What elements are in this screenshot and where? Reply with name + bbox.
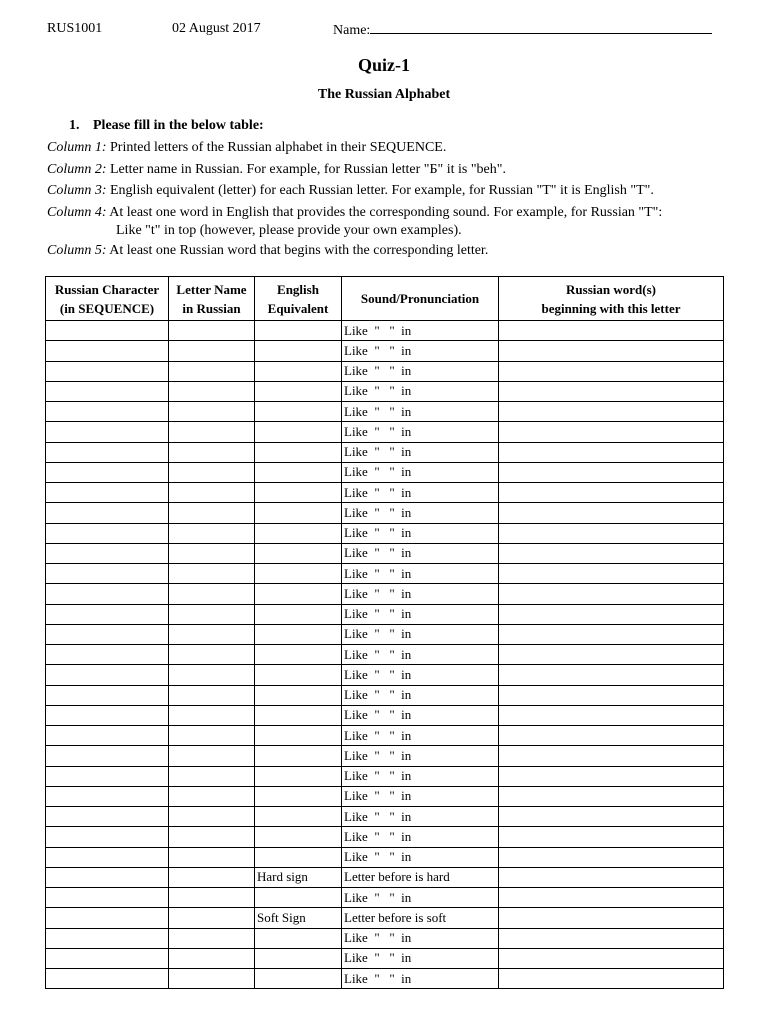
table-row <box>46 503 724 523</box>
table-row <box>46 584 724 604</box>
cell-russian-character[interactable] <box>46 928 169 948</box>
cell-russian-character[interactable] <box>46 624 169 644</box>
cell-english-equivalent[interactable] <box>255 766 342 786</box>
table-row <box>46 786 724 806</box>
cell-sound[interactable]: Like " " in <box>342 422 499 442</box>
cell-english-equivalent[interactable] <box>255 523 342 543</box>
cell-russian-word[interactable] <box>499 969 724 989</box>
cell-english-equivalent[interactable] <box>255 685 342 705</box>
table-row <box>46 908 724 928</box>
table-row <box>46 969 724 989</box>
table-header-row <box>46 277 724 321</box>
cell-sound[interactable]: Like " " in <box>342 705 499 725</box>
cell-english-equivalent[interactable] <box>255 746 342 766</box>
cell-russian-word[interactable] <box>499 705 724 725</box>
cell-letter-name[interactable] <box>169 827 255 847</box>
cell-english-equivalent[interactable] <box>255 705 342 725</box>
cell-letter-name[interactable] <box>169 321 255 341</box>
cell-russian-word[interactable] <box>499 483 724 503</box>
table-row <box>46 948 724 968</box>
cell-english-equivalent[interactable] <box>255 462 342 482</box>
question-heading <box>69 118 264 134</box>
cell-letter-name[interactable] <box>169 422 255 442</box>
question-text: Please fill in the below table: <box>93 118 264 133</box>
cell-sound[interactable]: Like " " in <box>342 402 499 422</box>
cell-russian-word[interactable] <box>499 827 724 847</box>
cell-english-equivalent[interactable] <box>255 402 342 422</box>
instruction-label: Column 5: <box>47 243 107 258</box>
cell-russian-word[interactable] <box>499 786 724 806</box>
cell-letter-name[interactable] <box>169 604 255 624</box>
cell-russian-character[interactable] <box>46 503 169 523</box>
instruction-label: Column 3: <box>47 183 107 198</box>
cell-english-equivalent[interactable] <box>255 645 342 665</box>
cell-english-equivalent[interactable] <box>255 665 342 685</box>
table-row <box>46 543 724 563</box>
cell-english-equivalent[interactable] <box>255 726 342 746</box>
cell-english-equivalent[interactable] <box>255 361 342 381</box>
cell-letter-name[interactable] <box>169 766 255 786</box>
cell-letter-name[interactable] <box>169 543 255 563</box>
cell-letter-name[interactable] <box>169 503 255 523</box>
cell-letter-name[interactable] <box>169 807 255 827</box>
table-row <box>46 564 724 584</box>
cell-russian-character[interactable] <box>46 969 169 989</box>
page-subtitle: The Russian Alphabet <box>317 87 451 102</box>
cell-russian-word[interactable] <box>499 564 724 584</box>
cell-letter-name[interactable] <box>169 847 255 867</box>
page-title: Quiz-1 <box>358 55 410 75</box>
cell-english-equivalent[interactable]: Hard sign <box>255 867 342 887</box>
cell-letter-name[interactable] <box>169 341 255 361</box>
cell-russian-character[interactable] <box>46 847 169 867</box>
cell-letter-name[interactable] <box>169 564 255 584</box>
cell-russian-character[interactable] <box>46 584 169 604</box>
cell-english-equivalent[interactable] <box>255 888 342 908</box>
cell-sound[interactable]: Letter before is soft <box>342 908 499 928</box>
cell-sound[interactable]: Like " " in <box>342 847 499 867</box>
cell-english-equivalent[interactable] <box>255 948 342 968</box>
cell-letter-name[interactable] <box>169 786 255 806</box>
table-row <box>46 847 724 867</box>
cell-russian-word[interactable] <box>499 847 724 867</box>
table-row <box>46 523 724 543</box>
cell-letter-name[interactable] <box>169 442 255 462</box>
cell-russian-character[interactable] <box>46 726 169 746</box>
header-sound-pronunciation: Sound/Pronunciation <box>342 277 499 321</box>
table-row <box>46 665 724 685</box>
name-label: Name: <box>333 23 371 38</box>
cell-russian-character[interactable] <box>46 746 169 766</box>
table-row <box>46 827 724 847</box>
table-row <box>46 341 724 361</box>
cell-sound[interactable]: Like " " in <box>342 746 499 766</box>
cell-russian-word[interactable] <box>499 888 724 908</box>
cell-letter-name[interactable] <box>169 402 255 422</box>
table-row <box>46 766 724 786</box>
cell-letter-name[interactable] <box>169 645 255 665</box>
instruction-text: Printed letters of the Russian alphabet in their SEQUENCE. <box>106 140 447 155</box>
header-russian-character: Russian Character (in SEQUENCE) <box>46 277 169 321</box>
instruction-column-4 <box>47 205 662 221</box>
table-row <box>46 807 724 827</box>
cell-russian-word[interactable] <box>499 948 724 968</box>
table-row <box>46 422 724 442</box>
cell-english-equivalent[interactable] <box>255 543 342 563</box>
cell-russian-character[interactable] <box>46 341 169 361</box>
cell-russian-word[interactable] <box>499 402 724 422</box>
cell-english-equivalent[interactable] <box>255 604 342 624</box>
table-row <box>46 321 724 341</box>
table-row <box>46 381 724 401</box>
cell-english-equivalent[interactable] <box>255 321 342 341</box>
instruction-column-1 <box>47 140 446 156</box>
cell-russian-word[interactable] <box>499 624 724 644</box>
cell-russian-word[interactable] <box>499 726 724 746</box>
instruction-label: Column 1: <box>47 140 107 155</box>
cell-sound[interactable]: Like " " in <box>342 442 499 462</box>
cell-russian-character[interactable] <box>46 422 169 442</box>
cell-sound[interactable]: Like " " in <box>342 543 499 563</box>
cell-russian-character[interactable] <box>46 786 169 806</box>
cell-letter-name[interactable] <box>169 685 255 705</box>
header-letter-name: Letter Name in Russian <box>169 277 255 321</box>
cell-russian-character[interactable] <box>46 381 169 401</box>
cell-sound[interactable]: Like " " in <box>342 685 499 705</box>
cell-russian-word[interactable] <box>499 685 724 705</box>
cell-english-equivalent[interactable]: Soft Sign <box>255 908 342 928</box>
cell-sound[interactable]: Like " " in <box>342 483 499 503</box>
cell-russian-word[interactable] <box>499 523 724 543</box>
cell-russian-character[interactable] <box>46 685 169 705</box>
table-row <box>46 361 724 381</box>
header-english-equivalent: English Equivalent <box>255 277 342 321</box>
table-row <box>46 442 724 462</box>
cell-sound[interactable]: Like " " in <box>342 361 499 381</box>
course-code: RUS1001 <box>47 21 103 36</box>
cell-english-equivalent[interactable] <box>255 483 342 503</box>
cell-english-equivalent[interactable] <box>255 503 342 523</box>
cell-sound[interactable]: Like " " in <box>342 462 499 482</box>
cell-sound[interactable]: Like " " in <box>342 645 499 665</box>
cell-russian-word[interactable] <box>499 361 724 381</box>
cell-letter-name[interactable] <box>169 665 255 685</box>
cell-russian-character[interactable] <box>46 908 169 928</box>
cell-letter-name[interactable] <box>169 908 255 928</box>
cell-russian-word[interactable] <box>499 503 724 523</box>
cell-russian-word[interactable] <box>499 543 724 563</box>
cell-english-equivalent[interactable] <box>255 827 342 847</box>
cell-russian-character[interactable] <box>46 888 169 908</box>
cell-letter-name[interactable] <box>169 483 255 503</box>
cell-english-equivalent[interactable] <box>255 807 342 827</box>
cell-russian-word[interactable] <box>499 422 724 442</box>
cell-russian-character[interactable] <box>46 462 169 482</box>
instruction-column-5 <box>47 243 488 259</box>
instruction-column-4-continuation: Like "t" in top (however, please provide your own examples). <box>116 223 462 238</box>
cell-letter-name[interactable] <box>169 584 255 604</box>
cell-russian-word[interactable] <box>499 807 724 827</box>
cell-sound[interactable]: Like " " in <box>342 766 499 786</box>
header-russian-words: Russian word(s) beginning with this letter <box>499 277 724 321</box>
cell-sound[interactable]: Like " " in <box>342 604 499 624</box>
cell-letter-name[interactable] <box>169 888 255 908</box>
instruction-column-3 <box>47 183 654 199</box>
cell-russian-word[interactable] <box>499 381 724 401</box>
cell-english-equivalent[interactable] <box>255 624 342 644</box>
cell-russian-word[interactable] <box>499 928 724 948</box>
cell-english-equivalent[interactable] <box>255 786 342 806</box>
cell-sound[interactable]: Like " " in <box>342 726 499 746</box>
cell-russian-character[interactable] <box>46 604 169 624</box>
cell-sound[interactable]: Like " " in <box>342 584 499 604</box>
cell-english-equivalent[interactable] <box>255 564 342 584</box>
cell-russian-character[interactable] <box>46 321 169 341</box>
cell-letter-name[interactable] <box>169 624 255 644</box>
cell-letter-name[interactable] <box>169 523 255 543</box>
cell-russian-character[interactable] <box>46 807 169 827</box>
cell-sound[interactable]: Like " " in <box>342 381 499 401</box>
instruction-text: At least one word in English that provides the corresponding sound. For example, for Russian "T": <box>106 205 663 220</box>
cell-letter-name[interactable] <box>169 726 255 746</box>
cell-english-equivalent[interactable] <box>255 847 342 867</box>
cell-russian-word[interactable] <box>499 908 724 928</box>
cell-letter-name[interactable] <box>169 462 255 482</box>
cell-russian-word[interactable] <box>499 665 724 685</box>
cell-english-equivalent[interactable] <box>255 422 342 442</box>
cell-sound[interactable]: Like " " in <box>342 665 499 685</box>
cell-russian-character[interactable] <box>46 543 169 563</box>
cell-letter-name[interactable] <box>169 928 255 948</box>
table-row <box>46 402 724 422</box>
cell-russian-character[interactable] <box>46 645 169 665</box>
cell-russian-character[interactable] <box>46 564 169 584</box>
cell-russian-word[interactable] <box>499 766 724 786</box>
cell-letter-name[interactable] <box>169 746 255 766</box>
quiz-date: 02 August 2017 <box>172 21 261 36</box>
cell-russian-word[interactable] <box>499 584 724 604</box>
cell-english-equivalent[interactable] <box>255 584 342 604</box>
table-body <box>46 321 724 989</box>
table-row <box>46 483 724 503</box>
table-row <box>46 685 724 705</box>
cell-sound[interactable]: Like " " in <box>342 827 499 847</box>
cell-english-equivalent[interactable] <box>255 341 342 361</box>
cell-russian-character[interactable] <box>46 827 169 847</box>
cell-russian-character[interactable] <box>46 867 169 887</box>
table-row <box>46 746 724 766</box>
table-row <box>46 604 724 624</box>
cell-letter-name[interactable] <box>169 948 255 968</box>
table-row <box>46 888 724 908</box>
table-row <box>46 705 724 725</box>
cell-russian-word[interactable] <box>499 321 724 341</box>
cell-russian-character[interactable] <box>46 766 169 786</box>
cell-russian-word[interactable] <box>499 867 724 887</box>
cell-russian-character[interactable] <box>46 948 169 968</box>
cell-sound[interactable]: Like " " in <box>342 321 499 341</box>
alphabet-table <box>45 276 724 989</box>
cell-sound[interactable]: Like " " in <box>342 928 499 948</box>
cell-letter-name[interactable] <box>169 361 255 381</box>
cell-russian-character[interactable] <box>46 665 169 685</box>
table-row <box>46 867 724 887</box>
instruction-label: Column 4: <box>47 205 107 220</box>
cell-letter-name[interactable] <box>169 381 255 401</box>
instruction-text: At least one Russian word that begins with the corresponding letter. <box>106 243 489 258</box>
instruction-column-2 <box>47 162 506 178</box>
cell-sound[interactable]: Like " " in <box>342 523 499 543</box>
cell-russian-character[interactable] <box>46 361 169 381</box>
question-number: 1. <box>69 118 80 133</box>
cell-russian-word[interactable] <box>499 442 724 462</box>
instruction-text: Letter name in Russian. For example, for Russian letter "Б" it is "beh". <box>106 162 506 177</box>
cell-russian-word[interactable] <box>499 604 724 624</box>
cell-russian-character[interactable] <box>46 402 169 422</box>
cell-russian-character[interactable] <box>46 523 169 543</box>
cell-russian-character[interactable] <box>46 483 169 503</box>
cell-sound[interactable]: Letter before is hard <box>342 867 499 887</box>
instruction-text: English equivalent (letter) for each Russian letter. For example, for Russian "T" it is English "T". <box>106 183 654 198</box>
cell-russian-word[interactable] <box>499 341 724 361</box>
name-field <box>333 21 712 39</box>
cell-sound[interactable]: Like " " in <box>342 564 499 584</box>
cell-russian-character[interactable] <box>46 705 169 725</box>
instruction-label: Column 2: <box>47 162 107 177</box>
name-blank-line <box>370 21 712 34</box>
cell-english-equivalent[interactable] <box>255 442 342 462</box>
cell-russian-word[interactable] <box>499 645 724 665</box>
cell-sound[interactable]: Like " " in <box>342 969 499 989</box>
cell-letter-name[interactable] <box>169 705 255 725</box>
cell-sound[interactable]: Like " " in <box>342 503 499 523</box>
cell-sound[interactable]: Like " " in <box>342 624 499 644</box>
cell-english-equivalent[interactable] <box>255 928 342 948</box>
cell-letter-name[interactable] <box>169 969 255 989</box>
cell-letter-name[interactable] <box>169 867 255 887</box>
cell-russian-word[interactable] <box>499 746 724 766</box>
cell-russian-character[interactable] <box>46 442 169 462</box>
cell-sound[interactable]: Like " " in <box>342 341 499 361</box>
cell-sound[interactable]: Like " " in <box>342 888 499 908</box>
cell-english-equivalent[interactable] <box>255 969 342 989</box>
table-row <box>46 928 724 948</box>
table-row <box>46 726 724 746</box>
cell-sound[interactable]: Like " " in <box>342 786 499 806</box>
table-row <box>46 645 724 665</box>
cell-english-equivalent[interactable] <box>255 381 342 401</box>
cell-russian-word[interactable] <box>499 462 724 482</box>
table-row <box>46 462 724 482</box>
cell-sound[interactable]: Like " " in <box>342 948 499 968</box>
table-row <box>46 624 724 644</box>
cell-sound[interactable]: Like " " in <box>342 807 499 827</box>
